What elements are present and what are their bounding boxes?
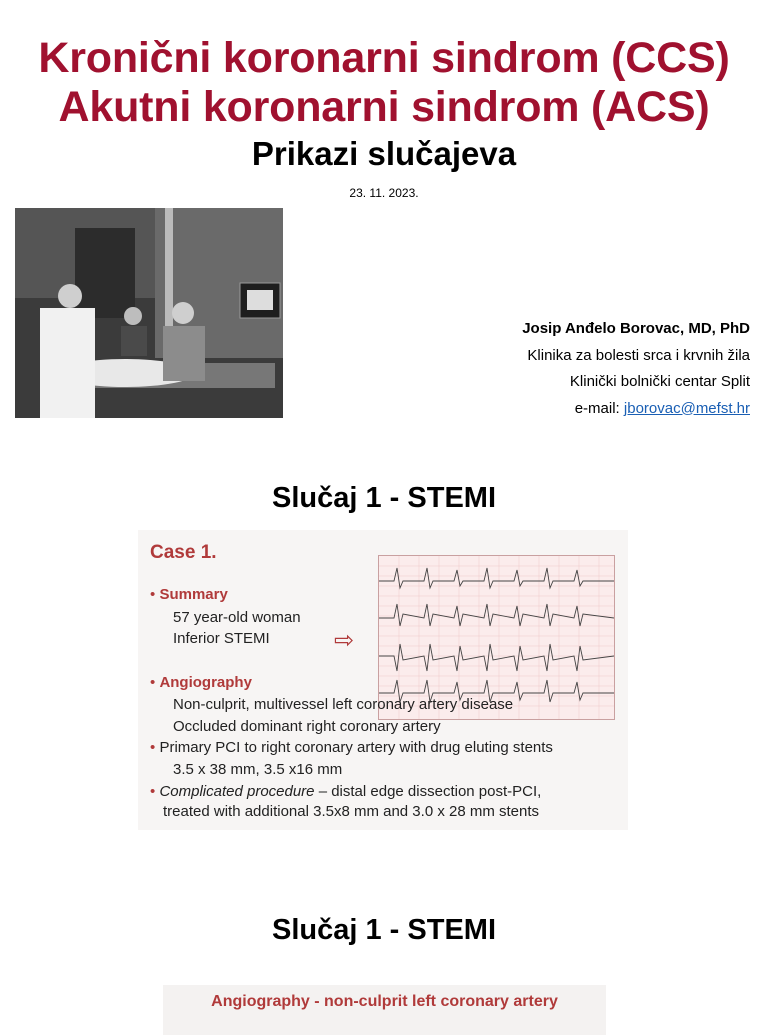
author-hospital: Klinički bolnički centar Split <box>569 373 750 390</box>
presentation-title-line1: Kronični koronarni sindrom (CCS) <box>38 34 730 82</box>
angiography-card-label: Angiography - non-culprit left coronary artery <box>211 993 558 1010</box>
bullet-icon: • <box>150 783 156 800</box>
presentation-title-line2: Akutni koronarni sindrom (ACS) <box>58 83 710 131</box>
author-email-row <box>390 396 750 423</box>
author-block <box>390 316 750 422</box>
historical-cath-lab-photo <box>15 208 283 418</box>
angiography-row <box>150 674 252 691</box>
pci-row <box>150 739 553 756</box>
case-heading: Case 1. <box>150 542 217 563</box>
summary-line-age: 57 year-old woman <box>173 609 301 626</box>
pci-line-2: 3.5 x 38 mm, 3.5 x16 mm <box>173 761 343 778</box>
slide3-title: Slučaj 1 - STEMI <box>272 914 496 946</box>
slide2-title: Slučaj 1 - STEMI <box>272 482 496 514</box>
angiography-line-1: Non-culprit, multivessel left coronary artery disease <box>173 696 514 713</box>
bullet-icon: • <box>150 739 156 756</box>
summary-label: Summary <box>159 586 228 603</box>
complicated-rest: – distal edge dissection post-PCI, <box>314 783 542 800</box>
angiography-card <box>163 985 606 1035</box>
presentation-subtitle: Prikazi slučajeva <box>251 135 517 172</box>
author-department: Klinika za bolesti srca i krvnih žila <box>527 346 750 364</box>
presentation-date: 23. 11. 2023. <box>349 186 419 200</box>
arrow-icon: ⇨ <box>334 627 355 654</box>
pci-line-1: Primary PCI to right coronary artery with drug eluting stents <box>159 739 553 756</box>
case-summary-card <box>138 530 628 830</box>
complicated-label: Complicated procedure <box>159 783 315 800</box>
author-name: Josip Anđelo Borovac, MD, PhD <box>522 320 750 337</box>
angiography-line-2: Occluded dominant right coronary artery <box>173 718 441 735</box>
complicated-line-2: treated with additional 3.5x8 mm and 3.0 x 28 mm stents <box>163 803 540 820</box>
summary-row <box>150 586 228 603</box>
summary-line-diagnosis: Inferior STEMI <box>173 630 270 647</box>
angiography-label: Angiography <box>159 674 252 691</box>
bullet-icon: • <box>150 586 156 603</box>
complicated-row <box>150 783 541 800</box>
bullet-icon: • <box>150 674 156 691</box>
email-link[interactable]: jborovac@mefst.hr <box>623 399 750 417</box>
email-prefix: e-mail: <box>574 399 624 417</box>
